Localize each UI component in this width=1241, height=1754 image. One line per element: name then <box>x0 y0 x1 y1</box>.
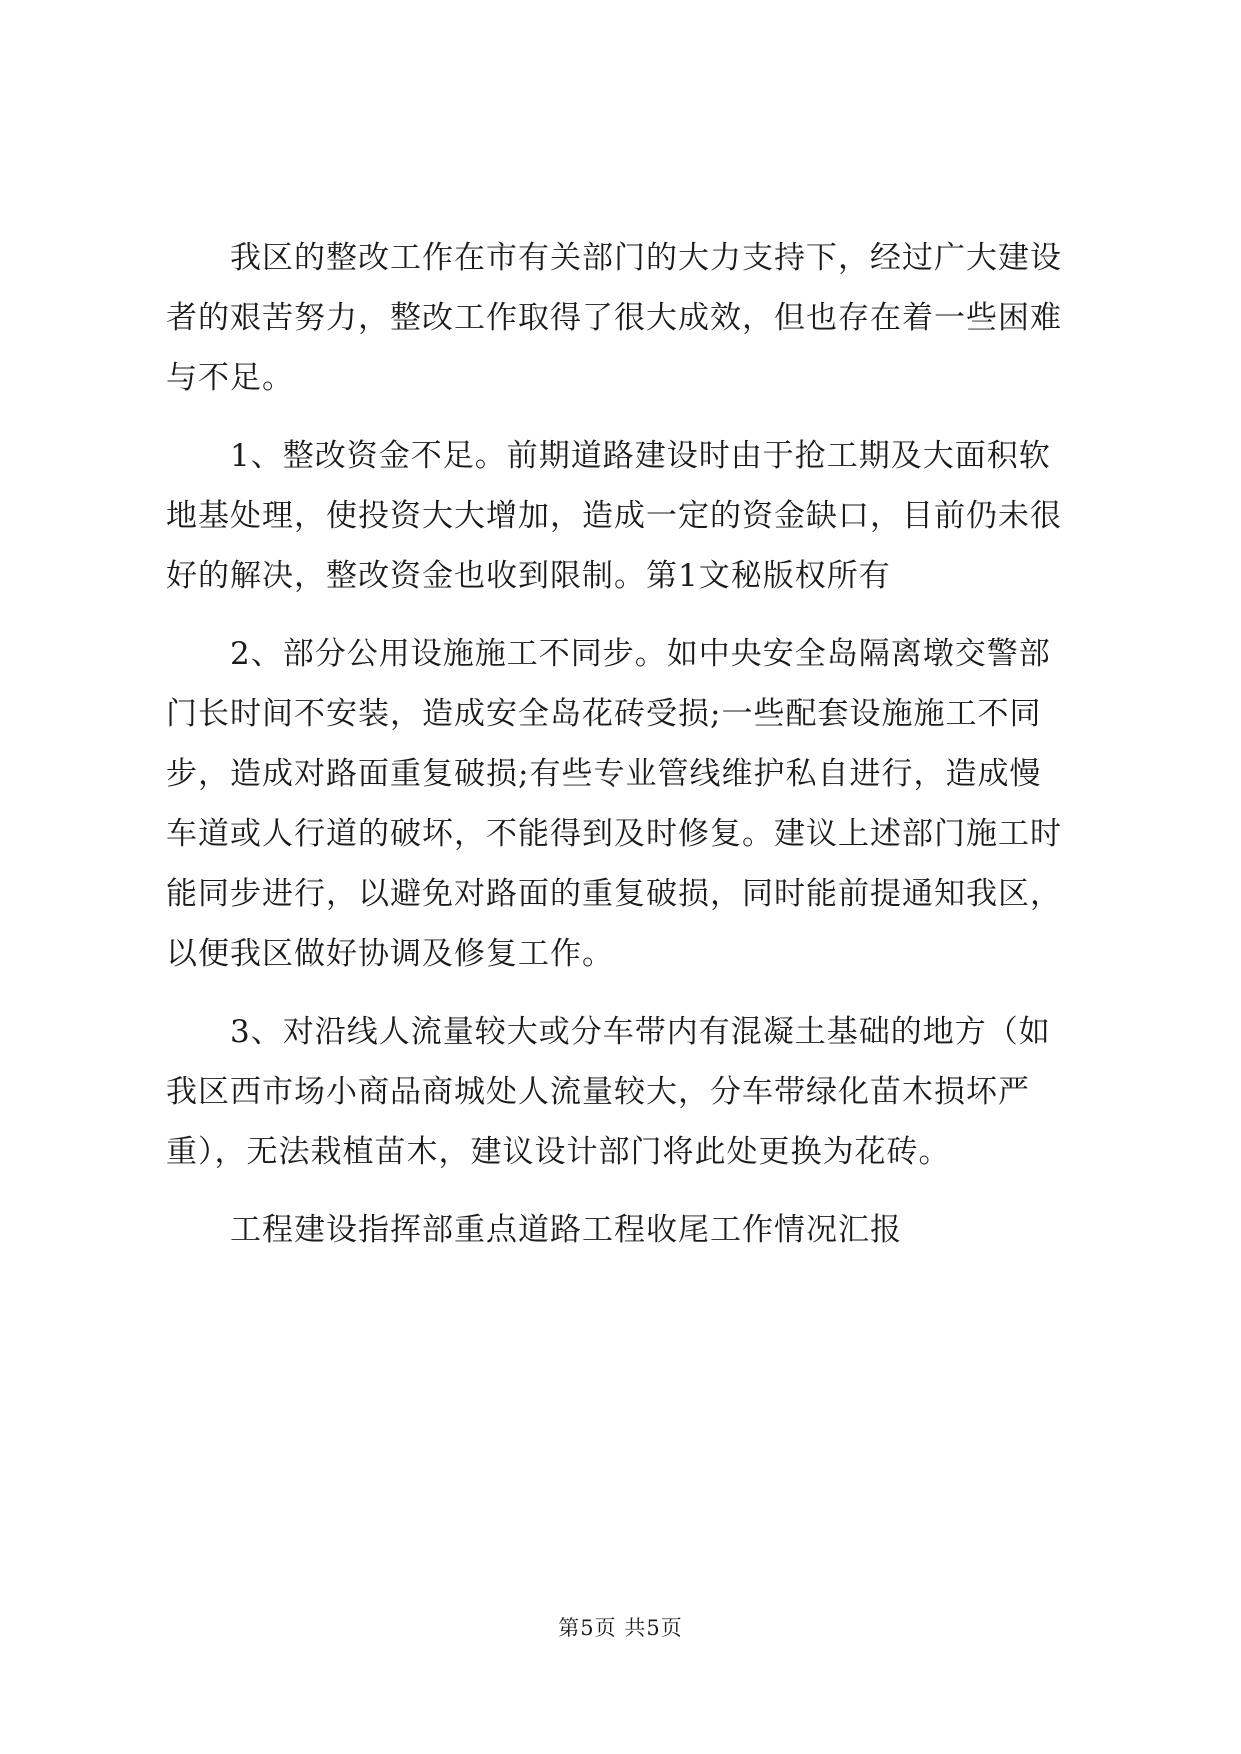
text-line: 与不足。 <box>166 360 294 396</box>
text-line: 3、对沿线人流量较大或分车带内有混凝土基础的地方（如 <box>166 1014 1051 1050</box>
paragraph-item-3 <box>166 1002 1076 1182</box>
document-body <box>166 228 1076 1260</box>
text-line: 以便我区做好协调及修复工作。 <box>166 936 614 972</box>
paragraph-intro <box>166 228 1076 408</box>
paragraph-item-1 <box>166 426 1076 606</box>
text-line: 好的解决，整改资金也收到限制。第1文秘版权所有 <box>166 558 891 594</box>
text-line: 重），无法栽植苗木，建议设计部门将此处更换为花砖。 <box>166 1134 951 1170</box>
paragraph-closing-title <box>166 1200 1076 1260</box>
text-line: 工程建设指挥部重点道路工程收尾工作情况汇报 <box>166 1212 902 1248</box>
text-line: 我区的整改工作在市有关部门的大力支持下，经过广大建设 <box>166 240 1062 276</box>
text-line: 2、部分公用设施施工不同步。如中央安全岛隔离墩交警部 <box>166 636 1051 672</box>
text-line: 1、整改资金不足。前期道路建设时由于抢工期及大面积软 <box>166 438 1051 474</box>
text-line: 我区西市场小商品商城处人流量较大，分车带绿化苗木损坏严 <box>166 1074 1030 1110</box>
text-line: 车道或人行道的破坏，不能得到及时修复。建议上述部门施工时 <box>166 816 1062 852</box>
page-footer: 第5页 共5页 <box>558 1616 683 1640</box>
text-line: 地基处理，使投资大大增加，造成一定的资金缺口，目前仍未很 <box>166 498 1062 534</box>
text-line: 步，造成对路面重复破损;有些专业管线维护私自进行，造成慢 <box>166 756 1042 792</box>
text-line: 者的艰苦努力，整改工作取得了很大成效，但也存在着一些困难 <box>166 300 1062 336</box>
paragraph-item-2 <box>166 624 1076 984</box>
text-line: 能同步进行，以避免对路面的重复破损，同时能前提通知我区， <box>166 876 1062 912</box>
text-line: 门长时间不安装，造成安全岛花砖受损;一些配套设施施工不同 <box>166 696 1042 732</box>
